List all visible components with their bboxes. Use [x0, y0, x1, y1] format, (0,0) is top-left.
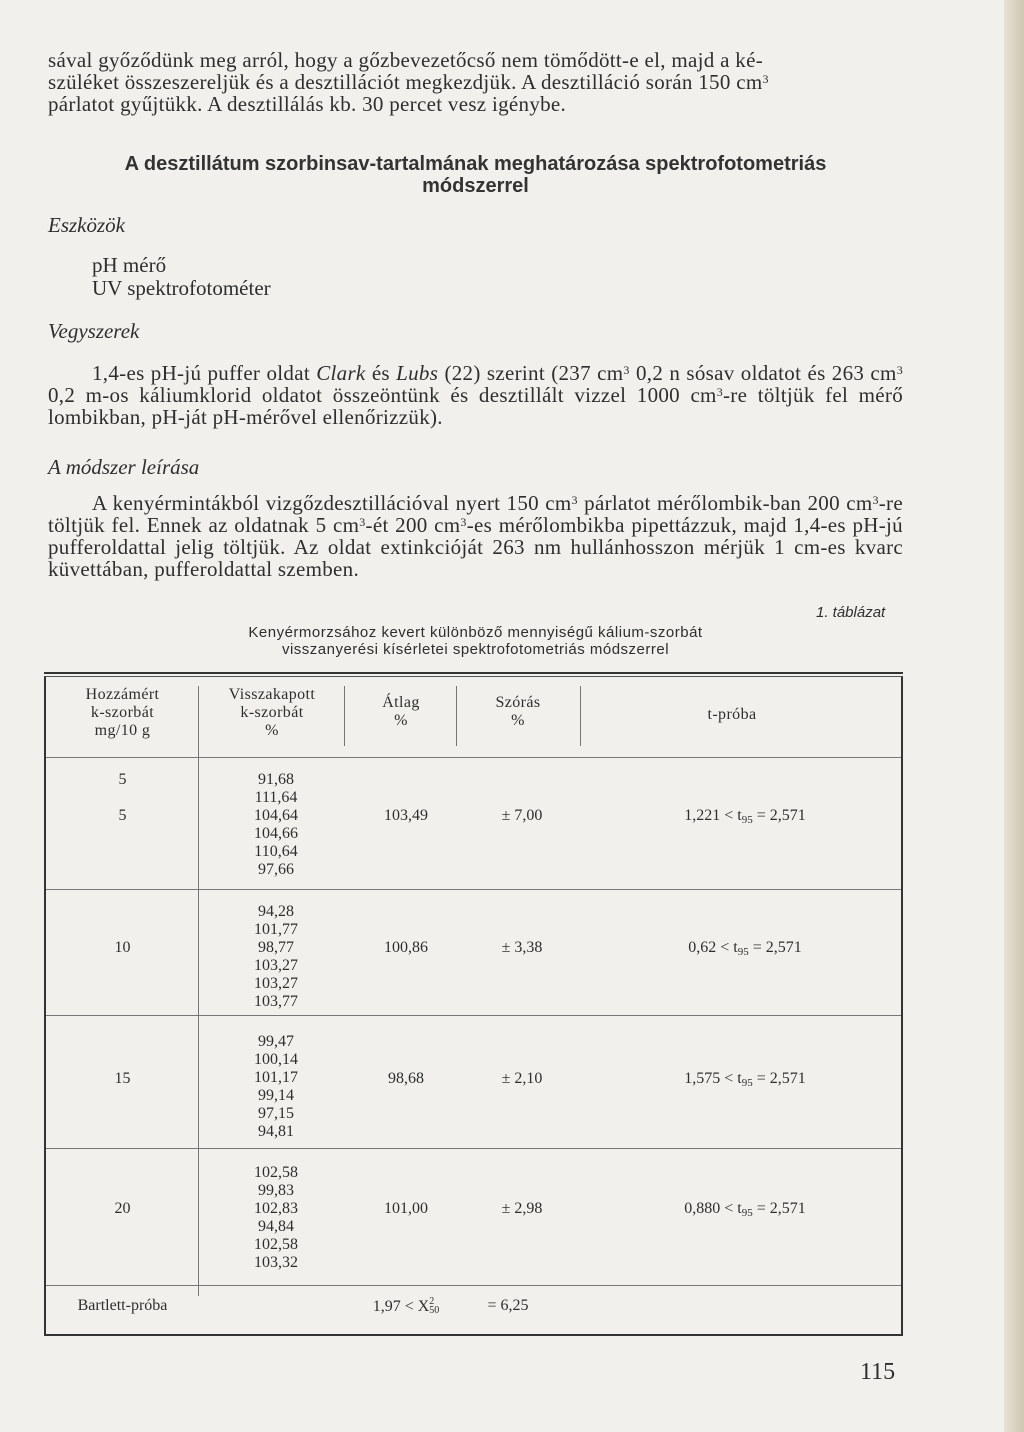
- value: 100,14: [254, 1051, 298, 1068]
- group-rule: [46, 889, 901, 890]
- col-sep: [198, 686, 199, 1296]
- superscript: 3: [571, 493, 578, 507]
- value: 94,81: [258, 1123, 294, 1140]
- text: 0,2 m-os káliumklorid oldatot összeöntünk és desztillált vizzel 1000 cm: [48, 383, 717, 407]
- header-text: k-szorbát: [90, 704, 155, 721]
- t-text: = 2,571: [752, 1070, 806, 1087]
- chi-text: 1,97 < X: [372, 1298, 430, 1315]
- sd-value: ± 3,38: [501, 939, 543, 956]
- header-text: Hozzámért: [85, 686, 160, 703]
- modszer-heading: A módszer leírása: [48, 455, 200, 479]
- table-caption-line-1: Kenyérmorzsához kevert különböző mennyiségű kálium-szorbát: [248, 624, 703, 641]
- header-rule: [46, 757, 901, 758]
- subscript: 95: [737, 946, 749, 958]
- header-hozzamert: [50, 686, 195, 740]
- sd-value: ± 7,00: [501, 807, 543, 824]
- t-text: 0,880 < t: [684, 1200, 742, 1217]
- value: 94,84: [258, 1218, 294, 1235]
- value: 97,66: [258, 861, 294, 878]
- author-clark: Clark: [316, 361, 366, 385]
- superscript: 2: [429, 1296, 435, 1307]
- value: 97,15: [258, 1105, 294, 1122]
- header-szoras: [458, 694, 578, 730]
- mean-value: 103,49: [384, 807, 428, 824]
- bartlett-label: Bartlett-próba: [77, 1297, 168, 1314]
- section-title-line-2: módszerrel: [422, 175, 529, 197]
- added-amount: 10: [114, 939, 131, 956]
- text: -ét 200 cm: [365, 513, 461, 537]
- superscript: 3: [460, 515, 467, 529]
- table-top-rule: [44, 672, 903, 674]
- value: 103,32: [254, 1254, 298, 1271]
- table-caption-line-2: visszanyerési kísérletei spektrofotometriás módszerrel: [281, 641, 670, 658]
- subscript: 50: [429, 1305, 440, 1316]
- header-atlag: [346, 694, 456, 730]
- section-title: [48, 153, 903, 197]
- eszkozok-heading: Eszközök: [48, 213, 125, 237]
- value: 102,58: [254, 1164, 298, 1181]
- value: 94,28: [258, 903, 294, 920]
- mean-value: 100,86: [384, 939, 428, 956]
- t-text: 1,221 < t: [684, 807, 742, 824]
- superscript: 3: [359, 515, 366, 529]
- t-text: = 2,571: [752, 807, 806, 824]
- bartlett-value: = 6,25: [487, 1297, 529, 1314]
- text: -re töltjük fel. Ennek az oldatnak 5 cm: [48, 491, 903, 537]
- text: 1,4-es pH-jú puffer oldat: [92, 361, 310, 385]
- value: 104,64: [254, 807, 298, 824]
- sd-value: ± 2,10: [501, 1070, 543, 1087]
- t-text: = 2,571: [752, 1200, 806, 1217]
- modszer-paragraph: [48, 492, 903, 580]
- group-rule: [46, 1285, 901, 1286]
- value: 101,77: [254, 921, 298, 938]
- t-text: 1,575 < t: [684, 1070, 742, 1087]
- eszkoz-item-uv: UV spektrofotométer: [92, 276, 271, 300]
- header-t-proba: t-próba: [707, 706, 757, 723]
- subscript: 95: [741, 1207, 753, 1219]
- section-title-line-1: A desztillátum szorbinsav-tartalmának meghatározása spektrofotometriás: [124, 153, 827, 175]
- value: 101,17: [254, 1069, 298, 1086]
- text: és: [371, 361, 390, 385]
- header-text: Visszakapott: [228, 686, 316, 703]
- text: (22) szerint (237 cm: [444, 361, 624, 385]
- recovered-values: [226, 903, 326, 1011]
- recovered-values: [226, 1033, 326, 1141]
- value: 103,27: [254, 975, 298, 992]
- page-number: 115: [860, 1359, 896, 1385]
- added-amount: 5: [118, 771, 127, 788]
- t-test-value: [600, 1070, 890, 1088]
- table-label: 1. táblázat: [816, 604, 886, 621]
- value: 111,64: [254, 789, 298, 806]
- header-text: Átlag: [382, 694, 420, 711]
- text: -es mérőlombikba pipettázzuk, majd 1,4-es pH-jú pufferoldattal jelig töltjük. Az oldat extinkcióját 263 nm hullánhosszon mérjük 1 cm-es kvarc küvettában, pufferoldattal szemben.: [48, 513, 903, 581]
- value: 99,83: [258, 1182, 294, 1199]
- header-text: mg/10 g: [94, 722, 151, 739]
- added-amount: 20: [114, 1200, 131, 1217]
- subscript: 95: [741, 1077, 753, 1089]
- t-test-value: [600, 939, 890, 957]
- text: párlatot mérőlombik-ban 200 cm: [584, 491, 873, 515]
- added-amount: 15: [114, 1070, 131, 1087]
- recovered-values: [226, 771, 326, 879]
- sd-value: ± 2,98: [501, 1200, 543, 1217]
- header-text: %: [265, 722, 279, 739]
- author-lubs: Lubs: [396, 361, 439, 385]
- value: 104,66: [254, 825, 298, 842]
- col-sep: [344, 686, 345, 746]
- col-sep: [456, 686, 457, 746]
- subscript: 95: [741, 814, 753, 826]
- added-amount: 5: [118, 807, 127, 824]
- superscript: 3: [896, 363, 903, 377]
- vegyszerek-paragraph: [48, 362, 903, 428]
- intro-line-3: párlatot gyűjtükk. A desztillálás kb. 30 percet vesz igénybe.: [48, 92, 567, 116]
- recovered-values: [226, 1164, 326, 1272]
- bartlett-chi-square: [346, 1297, 466, 1316]
- header-text: Szórás: [495, 694, 541, 711]
- header-visszakapott: [200, 686, 344, 740]
- value: 102,83: [254, 1200, 298, 1217]
- intro-paragraph: [48, 49, 903, 115]
- value: 99,14: [258, 1087, 294, 1104]
- t-test-value: [600, 807, 890, 825]
- t-text: 0,62 < t: [688, 939, 738, 956]
- t-text: = 2,571: [748, 939, 802, 956]
- text: A kenyérmintákból vizgőzdesztillációval nyert 150 cm: [92, 491, 572, 515]
- superscript: 3: [623, 363, 630, 377]
- intro-line-2: szüléket összeszereljük és a desztillációt megkezdjük. A desztilláció során 150 cm: [48, 70, 763, 94]
- superscript: 3: [716, 385, 724, 399]
- header-text: %: [394, 712, 408, 729]
- mean-value: 101,00: [384, 1200, 428, 1217]
- eszkoz-item-ph-mero: pH mérő: [92, 253, 167, 277]
- vegyszerek-heading: Vegyszerek: [48, 319, 140, 343]
- header-text: k-szorbát: [240, 704, 304, 721]
- value: 98,77: [258, 939, 294, 956]
- group-rule: [46, 1015, 901, 1016]
- text: -re töltjük fel mérő lombikban, pH-ját pH-mérővel ellenőrizzük).: [48, 383, 903, 429]
- mean-value: 98,68: [388, 1070, 424, 1087]
- value: 103,27: [254, 957, 298, 974]
- value: 102,58: [254, 1236, 298, 1253]
- header-text: %: [511, 712, 525, 729]
- text: 0,2 n sósav oldatot és 263 cm: [635, 361, 897, 385]
- col-sep: [580, 686, 581, 746]
- value: 91,68: [258, 771, 294, 788]
- value: 99,47: [258, 1033, 294, 1050]
- page-edge: [1004, 0, 1024, 1432]
- intro-line-1: sával győződünk meg arról, hogy a gőzbevezetőcső nem tömődött-e el, majd a ké-: [48, 48, 764, 72]
- group-rule: [46, 1148, 901, 1149]
- t-test-value: [600, 1200, 890, 1218]
- value: 103,77: [254, 993, 298, 1010]
- superscript: 3: [762, 72, 769, 86]
- value: 110,64: [254, 843, 298, 860]
- superscript: 3: [872, 493, 879, 507]
- table-caption: [48, 624, 903, 658]
